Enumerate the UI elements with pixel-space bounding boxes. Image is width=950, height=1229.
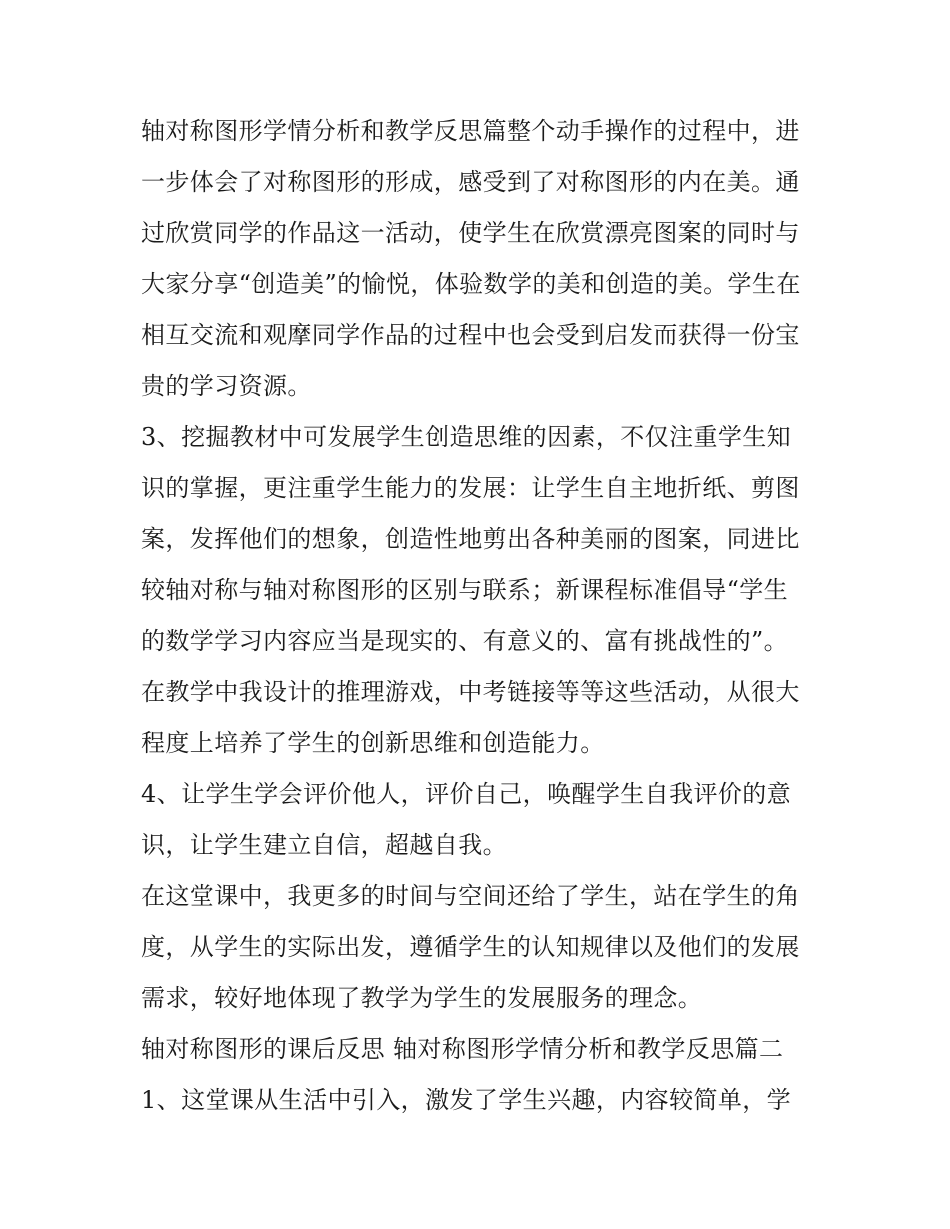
text-line: 贵的学习资源。 [141,372,312,400]
document-body [141,106,821,1126]
text-line: 需求，较好地体现了教学为学生的发展服务的理念。 [141,984,703,1012]
text-line: 的数学学习内容应当是现实的、有意义的、富有挑战性的”。 [141,627,789,655]
text-line: 大家分享“创造美”的愉悦，体验数学的美和创造的美。学生在 [141,270,801,298]
text-line: 案，发挥他们的想象，创造性地剪出各种美丽的图案，同进比 [141,525,800,553]
text-line: 一步体会了对称图形的形成，感受到了对称图形的内在美。通 [141,168,800,196]
text-line: 度，从学生的实际出发，遵循学生的认知规律以及他们的发展 [141,933,800,961]
text-line: 1、这堂课从生活中引入，激发了学生兴趣，内容较简单，学 [141,1086,792,1114]
text-line: 过欣赏同学的作品这一活动，使学生在欣赏漂亮图案的同时与 [141,219,800,247]
section-heading: 轴对称图形的课后反思 轴对称图形学情分析和教学反思篇二 [141,1035,784,1063]
text-line: 3、挖掘教材中可发展学生创造思维的因素，不仅注重学生知 [141,423,792,451]
text-line: 在这堂课中，我更多的时间与空间还给了学生，站在学生的角 [141,882,800,910]
text-line: 识的掌握，更注重学生能力的发展：让学生自主地折纸、剪图 [141,474,800,502]
text-line: 程度上培养了学生的创新思维和创造能力。 [141,729,605,757]
text-line: 4、让学生学会评价他人，评价自己，唤醒学生自我评价的意 [141,780,792,808]
text-line: 较轴对称与轴对称图形的区别与联系；新课程标准倡导“学生 [141,576,789,604]
text-line: 相互交流和观摩同学作品的过程中也会受到启发而获得一份宝 [141,321,800,349]
text-line: 识，让学生建立自信，超越自我。 [141,831,507,859]
text-line: 轴对称图形学情分析和教学反思篇整个动手操作的过程中，进 [141,117,800,145]
text-line: 在教学中我设计的推理游戏，中考链接等等这些活动，从很大 [141,678,800,706]
